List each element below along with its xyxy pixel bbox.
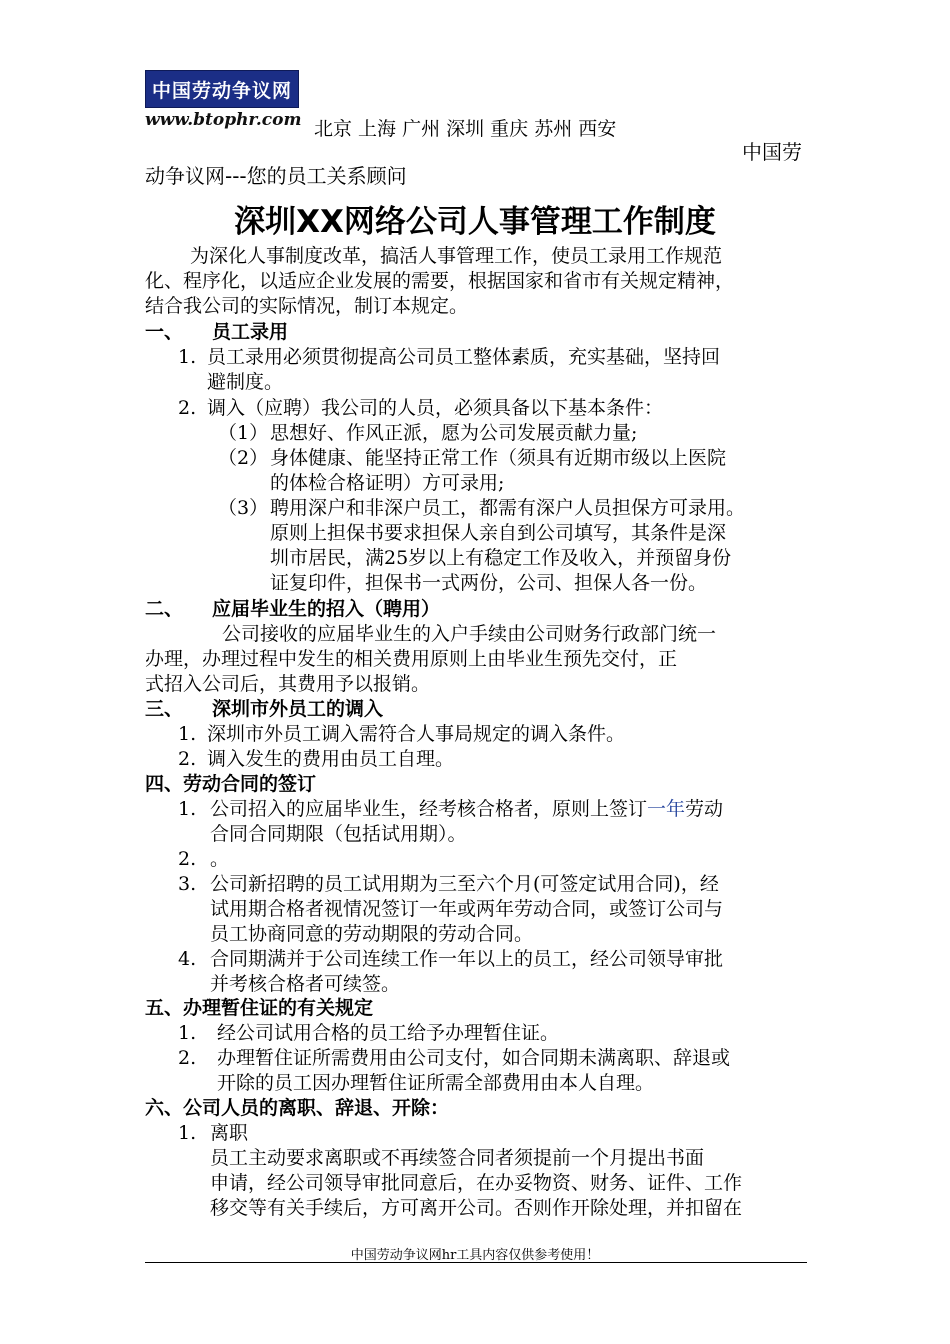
logo-text: 中国劳动争议网 xyxy=(151,79,292,102)
s4-item-1-line-1 xyxy=(210,797,723,821)
s6-body-line-2: 申请，经公司领导审批同意后，在办妥物资、财务、证件、工作 xyxy=(210,1172,743,1194)
city-list: 北京 上海 广州 深圳 重庆 苏州 西安 xyxy=(314,118,617,140)
s3-item-2-text: 调入发生的费用由员工自理。 xyxy=(207,748,455,770)
s6-body-line-3: 移交等有关手续后，方可离开公司。否则作开除处理，并扣留在 xyxy=(210,1197,743,1219)
s1-cond-2-number: （2） xyxy=(218,447,269,469)
s4-item-1-number: 1. xyxy=(178,798,197,820)
document-title: 深圳XX网络公司人事管理工作制度 xyxy=(234,204,716,240)
logo-url[interactable]: www.btophr.com xyxy=(145,110,302,130)
s1-item-1-number: 1. xyxy=(178,346,197,368)
section-2-title: 应届毕业生的招入（聘用） xyxy=(212,598,441,620)
s3-item-2-number: 2. xyxy=(178,748,197,770)
intro-line-2: 化、程序化，以适应企业发展的需要，根据国家和省市有关规定精神， xyxy=(145,270,735,292)
s1-item-1-line-1: 员工录用必须贯彻提高公司员工整体素质，充实基础，坚持回 xyxy=(207,346,721,368)
section-3-number: 三、 xyxy=(145,698,184,720)
s4-item-3-line-2: 试用期合格者视情况签订一年或两年劳动合同，或签订公司与 xyxy=(210,898,724,920)
s1-cond-3-number: （3） xyxy=(218,497,269,519)
s2-line-2: 办理，办理过程中发生的相关费用原则上由毕业生预先交付，正 xyxy=(145,648,678,670)
s4-item-1-highlight: 一年 xyxy=(647,798,686,820)
s2-line-1: 公司接收的应届毕业生的入户手续由公司财务行政部门统一 xyxy=(222,623,717,645)
intro-line-1: 为深化人事制度改革，搞活人事管理工作，使员工录用工作规范 xyxy=(190,245,723,267)
site-logo[interactable] xyxy=(145,70,299,108)
s1-cond-2-line-1: 身体健康、能坚持正常工作（须具有近期市级以上医院 xyxy=(270,447,727,469)
slogan-part2: 动争议网---您的员工关系顾问 xyxy=(145,164,407,188)
s4-item-2-number: 2. xyxy=(178,848,197,870)
section-5-title: 五、办理暂住证的有关规定 xyxy=(145,997,374,1019)
s1-item-1-line-2: 避制度。 xyxy=(207,371,284,393)
s4-item-4-line-1: 合同期满并于公司连续工作一年以上的员工，经公司领导审批 xyxy=(210,948,724,970)
s4-item-1-part-a: 公司招入的应届毕业生，经考核合格者，原则上签订 xyxy=(210,798,648,820)
s4-item-4-line-2: 并考核合格者可续签。 xyxy=(210,973,401,995)
s1-cond-2-line-2: 的体检合格证明）方可录用; xyxy=(270,472,505,494)
s5-item-1-number: 1. xyxy=(178,1022,197,1044)
s4-item-4-number: 4. xyxy=(178,948,197,970)
section-2-number: 二、 xyxy=(145,598,184,620)
s4-item-3-line-1: 公司新招聘的员工试用期为三至六个月(可签定试用合同)，经 xyxy=(210,873,719,895)
s1-cond-1-text: 思想好、作风正派，愿为公司发展贡献力量; xyxy=(270,422,638,444)
s1-cond-3-line-4: 证复印件，担保书一式两份，公司、担保人各一份。 xyxy=(270,572,708,594)
intro-line-3: 结合我公司的实际情况，制订本规定。 xyxy=(145,295,469,317)
s5-item-1-text: 经公司试用合格的员工给予办理暂住证。 xyxy=(217,1022,560,1044)
s6-item-1-text: 离职 xyxy=(210,1122,249,1144)
s1-item-2-number: 2. xyxy=(178,397,197,419)
s1-cond-3-line-2: 原则上担保书要求担保人亲自到公司填写，其条件是深 xyxy=(270,522,727,544)
s3-item-1-number: 1. xyxy=(178,723,197,745)
s2-line-3: 式招入公司后，其费用予以报销。 xyxy=(145,673,431,695)
footer-divider xyxy=(145,1262,807,1263)
footer-disclaimer: 中国劳动争议网hr工具内容仅供参考使用！ xyxy=(350,1248,600,1263)
s4-item-1-part-b: 劳动 xyxy=(685,798,724,820)
s5-item-2-line-2: 开除的员工因办理暂住证所需全部费用由本人自理。 xyxy=(217,1072,655,1094)
s4-item-2-text: 。 xyxy=(210,848,230,870)
s4-item-3-line-3: 员工协商同意的劳动期限的劳动合同。 xyxy=(210,923,534,945)
s1-cond-3-line-3: 圳市居民，满25岁以上有稳定工作及收入，并预留身份 xyxy=(270,547,732,569)
s1-cond-1-number: （1） xyxy=(218,422,269,444)
section-3-title: 深圳市外员工的调入 xyxy=(212,698,384,720)
s6-body-line-1: 员工主动要求离职或不再续签合同者须提前一个月提出书面 xyxy=(210,1147,705,1169)
s4-item-1-line-2: 合同合同期限（包括试用期）。 xyxy=(210,823,467,845)
s3-item-1-text: 深圳市外员工调入需符合人事局规定的调入条件。 xyxy=(207,723,626,745)
s4-item-3-number: 3. xyxy=(178,873,197,895)
s5-item-2-number: 2. xyxy=(178,1047,197,1069)
s5-item-2-line-1: 办理暂住证所需费用由公司支付，如合同期未满离职、辞退或 xyxy=(217,1047,731,1069)
slogan-part1: 中国劳 xyxy=(742,140,802,164)
section-1-title: 员工录用 xyxy=(212,321,289,343)
s1-item-2-text: 调入（应聘）我公司的人员，必须具备以下基本条件： xyxy=(207,397,664,419)
section-1-number: 一、 xyxy=(145,321,184,343)
section-4-title: 四、劳动合同的签订 xyxy=(145,773,317,795)
section-6-title: 六、公司人员的离职、辞退、开除： xyxy=(145,1097,450,1119)
s1-cond-3-line-1: 聘用深户和非深户员工，都需有深户人员担保方可录用。 xyxy=(270,497,746,519)
s6-item-1-number: 1. xyxy=(178,1122,197,1144)
